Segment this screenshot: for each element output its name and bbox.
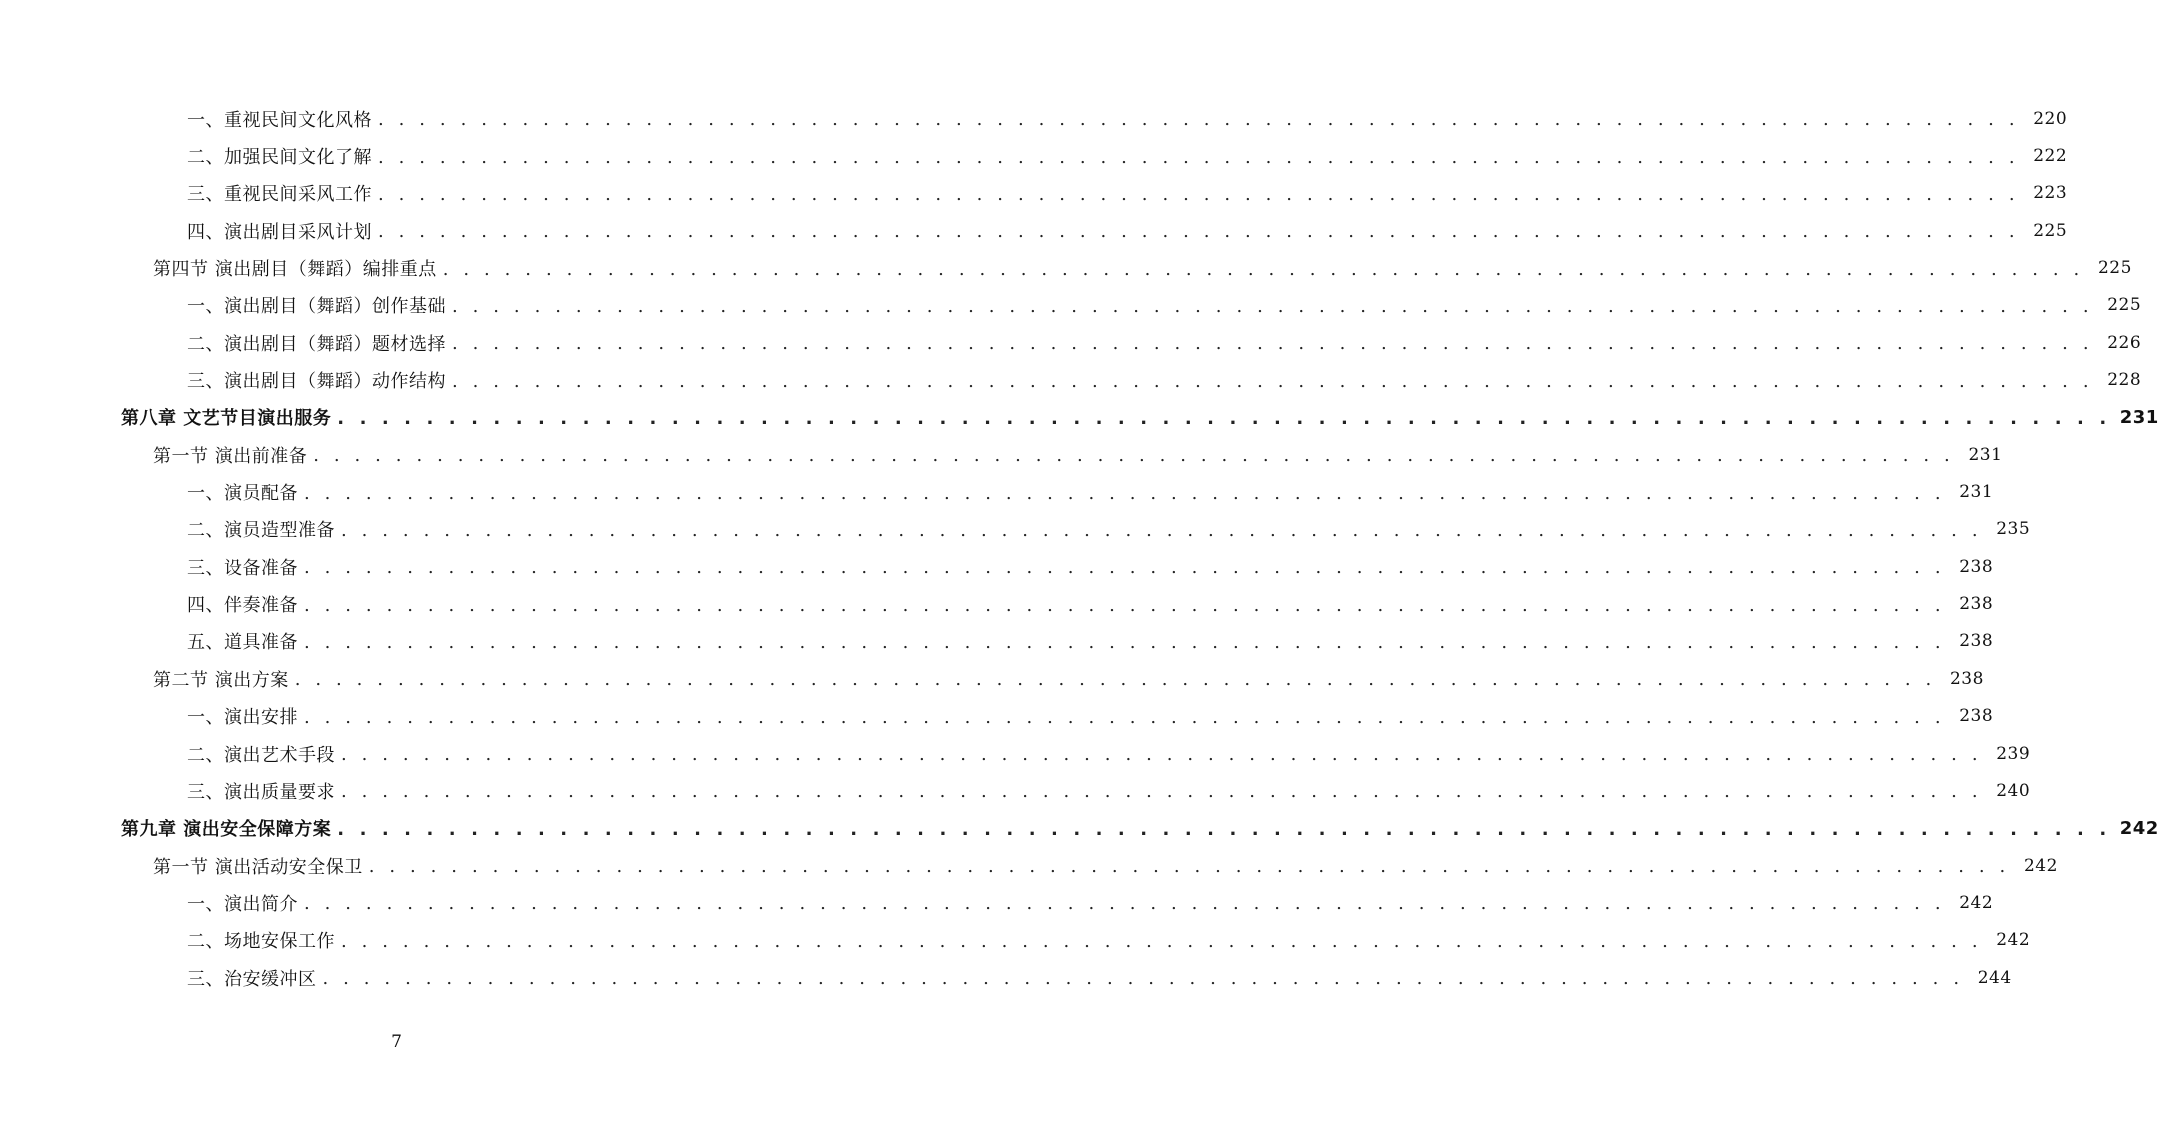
- toc-entry-page-number: 242: [1996, 930, 2031, 951]
- toc-entry-title: 一、重视民间文化风格: [187, 109, 372, 131]
- toc-entry-page-number: 238: [1959, 556, 1994, 577]
- dot-leader: . . . . . . . . . . . . . . . . . . . . . . . . . . . . . . . . . . . . . . . . . . . . . . . . . . . . . . . . . . . . . . . . . . . . . . . . . . . . . . . .: [304, 594, 1946, 616]
- toc-entry-title: 二、加强民间文化了解: [187, 147, 372, 169]
- toc-entry-item[interactable]: [0, 511, 2031, 548]
- toc-entry-page-number: 242: [2023, 855, 2058, 876]
- dot-leader: . . . . . . . . . . . . . . . . . . . . . . . . . . . . . . . . . . . . . . . . . . . . . . . . . . . . . . . . . . . . . . . . . . . . . . . . . . . . . . . .: [341, 519, 1983, 541]
- toc-entry-title: 三、设备准备: [187, 557, 298, 579]
- dot-leader: . . . . . . . . . . . . . . . . . . . . . . . . . . . . . . . . . . . . . . . . . . . . . . . . . . . . . . . . . . . . . . . . . . . . . . . . . . . . . . . .: [341, 744, 1983, 766]
- dot-leader: . . . . . . . . . . . . . . . . . . . . . . . . . . . . . . . . . . . . . . . . . . . . . . . . . . . . . . . . . . . . . . . . . . . . . . . . . . . . . . . .: [442, 258, 2084, 280]
- toc-entry-page-number: 239: [1996, 743, 2031, 764]
- toc-entry-item[interactable]: [0, 698, 1994, 735]
- toc-entry-page-number: 225: [2097, 258, 2132, 279]
- toc-entry-page-number: 238: [1949, 668, 1984, 689]
- toc-entry-title: 一、演出剧目（舞蹈）创作基础: [187, 296, 446, 318]
- toc-entry-page-number: 222: [2033, 146, 2068, 167]
- toc-entry-page-number: 238: [1959, 706, 1994, 727]
- toc-entry-title: 第一节 演出前准备: [153, 445, 308, 467]
- dot-leader: . . . . . . . . . . . . . . . . . . . . . . . . . . . . . . . . . . . . . . . . . . . . . . . . . . . . . . . . . . . . . . . . . . . . . . . . . . . . . . . .: [304, 631, 1946, 653]
- toc-entry-page-number: 231: [1968, 444, 2003, 465]
- toc-entry-item[interactable]: [0, 361, 2142, 398]
- dot-leader: . . . . . . . . . . . . . . . . . . . . . . . . . . . . . . . . . . . . . . . . . . . . . . . . . . . . . . . . . . . . . . . . . . . . . . . . . . . . . . . .: [304, 706, 1946, 728]
- toc-entry-item[interactable]: [0, 959, 2012, 996]
- toc-entry-title: 四、演出剧目采风计划: [187, 221, 372, 243]
- toc-entry-item[interactable]: [0, 212, 2068, 249]
- toc-entry-section[interactable]: [0, 436, 2003, 473]
- toc-entry-page-number: 225: [2033, 220, 2068, 241]
- toc-entry-page-number: 244: [1977, 967, 2012, 988]
- toc-entry-title: 第四节 演出剧目（舞蹈）编排重点: [153, 259, 437, 281]
- toc-entry-item[interactable]: [0, 287, 2142, 324]
- toc-entry-title: 三、演出质量要求: [187, 781, 335, 803]
- dot-leader: . . . . . . . . . . . . . . . . . . . . . . . . . . . . . . . . . . . . . . . . . . . . . . . . . . . . . . . . . . . . . . . . . . . . . . . . . . . . . . . .: [378, 183, 2020, 205]
- toc-entry-item[interactable]: [0, 735, 2031, 772]
- toc-entry-page-number: 231: [1959, 482, 1994, 503]
- dot-leader: . . . . . . . . . . . . . . . . . . . . . . . . . . . . . . . . . . . . . . . . . . . . . . . . . . . . . . . . . . . . . . . . . . . . . . . . . . . . . . . .: [304, 557, 1946, 579]
- toc-entry-title: 三、治安缓冲区: [187, 968, 317, 990]
- toc-entry-title: 二、场地安保工作: [187, 931, 335, 953]
- toc-entry-item[interactable]: [0, 772, 2031, 809]
- dot-leader: . . . . . . . . . . . . . . . . . . . . . . . . . . . . . . . . . . . . . . . . . . . . . . . . . . . . . . . . . . . . . . . . . . . . . . . . . . . . . . . .: [341, 930, 1983, 952]
- toc-entry-item[interactable]: [0, 100, 2068, 137]
- dot-leader: . . . . . . . . . . . . . . . . . . . . . . . . . . . . . . . . . . . . . . . . . . . . . . . . . . . . . . . . . . . . . . . . . . . . . . . . . . . . . . . .: [313, 445, 1955, 467]
- toc-entry-chapter[interactable]: [0, 399, 2159, 436]
- dot-leader: . . . . . . . . . . . . . . . . . . . . . . . . . . . . . . . . . . . . . . . . . . . . . . . . . . . . . . . . . . . . . . . . . . . . . . . . . . . . . . . .: [452, 370, 2094, 392]
- toc-entry-title: 第一节 演出活动安全保卫: [153, 856, 363, 878]
- toc-entry-page-number: 225: [2107, 295, 2142, 316]
- dot-leader: . . . . . . . . . . . . . . . . . . . . . . . . . . . . . . . . . . . . . . . . . . . . . . . . . . . . . . . . . . . . . . . . . . . . . . . . . . . . . . . .: [337, 818, 2111, 840]
- toc-entry-page-number: 242: [1959, 892, 1994, 913]
- toc-entry-title: 第八章 文艺节目演出服务: [121, 408, 332, 430]
- toc-entry-section[interactable]: [0, 847, 2058, 884]
- toc-entry-title: 二、演出剧目（舞蹈）题材选择: [187, 333, 446, 355]
- toc-entry-item[interactable]: [0, 623, 1994, 660]
- dot-leader: . . . . . . . . . . . . . . . . . . . . . . . . . . . . . . . . . . . . . . . . . . . . . . . . . . . . . . . . . . . . . . . . . . . . . . . . . . . . . . . .: [337, 407, 2111, 429]
- toc-entry-page-number: 242: [2119, 817, 2159, 839]
- toc-entry-title: 一、演员配备: [187, 483, 298, 505]
- toc-entry-title: 三、演出剧目（舞蹈）动作结构: [187, 371, 446, 393]
- toc-entry-item[interactable]: [0, 585, 1994, 622]
- dot-leader: . . . . . . . . . . . . . . . . . . . . . . . . . . . . . . . . . . . . . . . . . . . . . . . . . . . . . . . . . . . . . . . . . . . . . . . . . . . . . . . .: [304, 893, 1946, 915]
- toc-entry-page-number: 231: [2119, 406, 2159, 428]
- toc-entry-title: 第二节 演出方案: [153, 669, 289, 691]
- toc-entry-title: 二、演员造型准备: [187, 520, 335, 542]
- dot-leader: . . . . . . . . . . . . . . . . . . . . . . . . . . . . . . . . . . . . . . . . . . . . . . . . . . . . . . . . . . . . . . . . . . . . . . . . . . . . . . . .: [378, 146, 2020, 168]
- dot-leader: . . . . . . . . . . . . . . . . . . . . . . . . . . . . . . . . . . . . . . . . . . . . . . . . . . . . . . . . . . . . . . . . . . . . . . . . . . . . . . . .: [452, 295, 2094, 317]
- dot-leader: . . . . . . . . . . . . . . . . . . . . . . . . . . . . . . . . . . . . . . . . . . . . . . . . . . . . . . . . . . . . . . . . . . . . . . . . . . . . . . . .: [341, 781, 1983, 803]
- page-number: 7: [391, 1032, 402, 1052]
- toc-entry-page-number: 238: [1959, 594, 1994, 615]
- toc-entry-page-number: 228: [2107, 370, 2142, 391]
- dot-leader: . . . . . . . . . . . . . . . . . . . . . . . . . . . . . . . . . . . . . . . . . . . . . . . . . . . . . . . . . . . . . . . . . . . . . . . . . . . . . . . .: [378, 221, 2020, 243]
- toc-entry-chapter[interactable]: [0, 810, 2159, 847]
- dot-leader: . . . . . . . . . . . . . . . . . . . . . . . . . . . . . . . . . . . . . . . . . . . . . . . . . . . . . . . . . . . . . . . . . . . . . . . . . . . . . . . .: [368, 856, 2010, 878]
- toc-entry-section[interactable]: [0, 660, 1984, 697]
- dot-leader: . . . . . . . . . . . . . . . . . . . . . . . . . . . . . . . . . . . . . . . . . . . . . . . . . . . . . . . . . . . . . . . . . . . . . . . . . . . . . . . .: [304, 482, 1946, 504]
- toc-entry-item[interactable]: [0, 922, 2031, 959]
- dot-leader: . . . . . . . . . . . . . . . . . . . . . . . . . . . . . . . . . . . . . . . . . . . . . . . . . . . . . . . . . . . . . . . . . . . . . . . . . . . . . . . .: [322, 968, 1964, 990]
- toc-entry-item[interactable]: [0, 884, 1994, 921]
- toc-entry-page-number: 226: [2107, 332, 2142, 353]
- toc-entry-item[interactable]: [0, 137, 2068, 174]
- toc-entry-item[interactable]: [0, 473, 1994, 510]
- toc-entry-section[interactable]: [0, 249, 2132, 286]
- toc-entry-title: 第九章 演出安全保障方案: [121, 819, 332, 841]
- toc-entry-title: 五、道具准备: [187, 632, 298, 654]
- toc-entry-page-number: 235: [1996, 519, 2031, 540]
- table-of-contents: [0, 100, 2159, 996]
- toc-entry-page-number: 223: [2033, 183, 2068, 204]
- toc-entry-page-number: 220: [2033, 108, 2068, 129]
- toc-entry-title: 一、演出简介: [187, 893, 298, 915]
- toc-entry-page-number: 240: [1996, 780, 2031, 801]
- toc-entry-title: 四、伴奏准备: [187, 595, 298, 617]
- dot-leader: . . . . . . . . . . . . . . . . . . . . . . . . . . . . . . . . . . . . . . . . . . . . . . . . . . . . . . . . . . . . . . . . . . . . . . . . . . . . . . . .: [378, 109, 2020, 131]
- dot-leader: . . . . . . . . . . . . . . . . . . . . . . . . . . . . . . . . . . . . . . . . . . . . . . . . . . . . . . . . . . . . . . . . . . . . . . . . . . . . . . . .: [294, 669, 1936, 691]
- toc-entry-item[interactable]: [0, 175, 2068, 212]
- toc-entry-item[interactable]: [0, 548, 1994, 585]
- toc-entry-title: 三、重视民间采风工作: [187, 184, 372, 206]
- toc-entry-title: 二、演出艺术手段: [187, 744, 335, 766]
- dot-leader: . . . . . . . . . . . . . . . . . . . . . . . . . . . . . . . . . . . . . . . . . . . . . . . . . . . . . . . . . . . . . . . . . . . . . . . . . . . . . . . .: [452, 333, 2094, 355]
- toc-entry-title: 一、演出安排: [187, 707, 298, 729]
- toc-entry-page-number: 238: [1959, 631, 1994, 652]
- toc-entry-item[interactable]: [0, 324, 2142, 361]
